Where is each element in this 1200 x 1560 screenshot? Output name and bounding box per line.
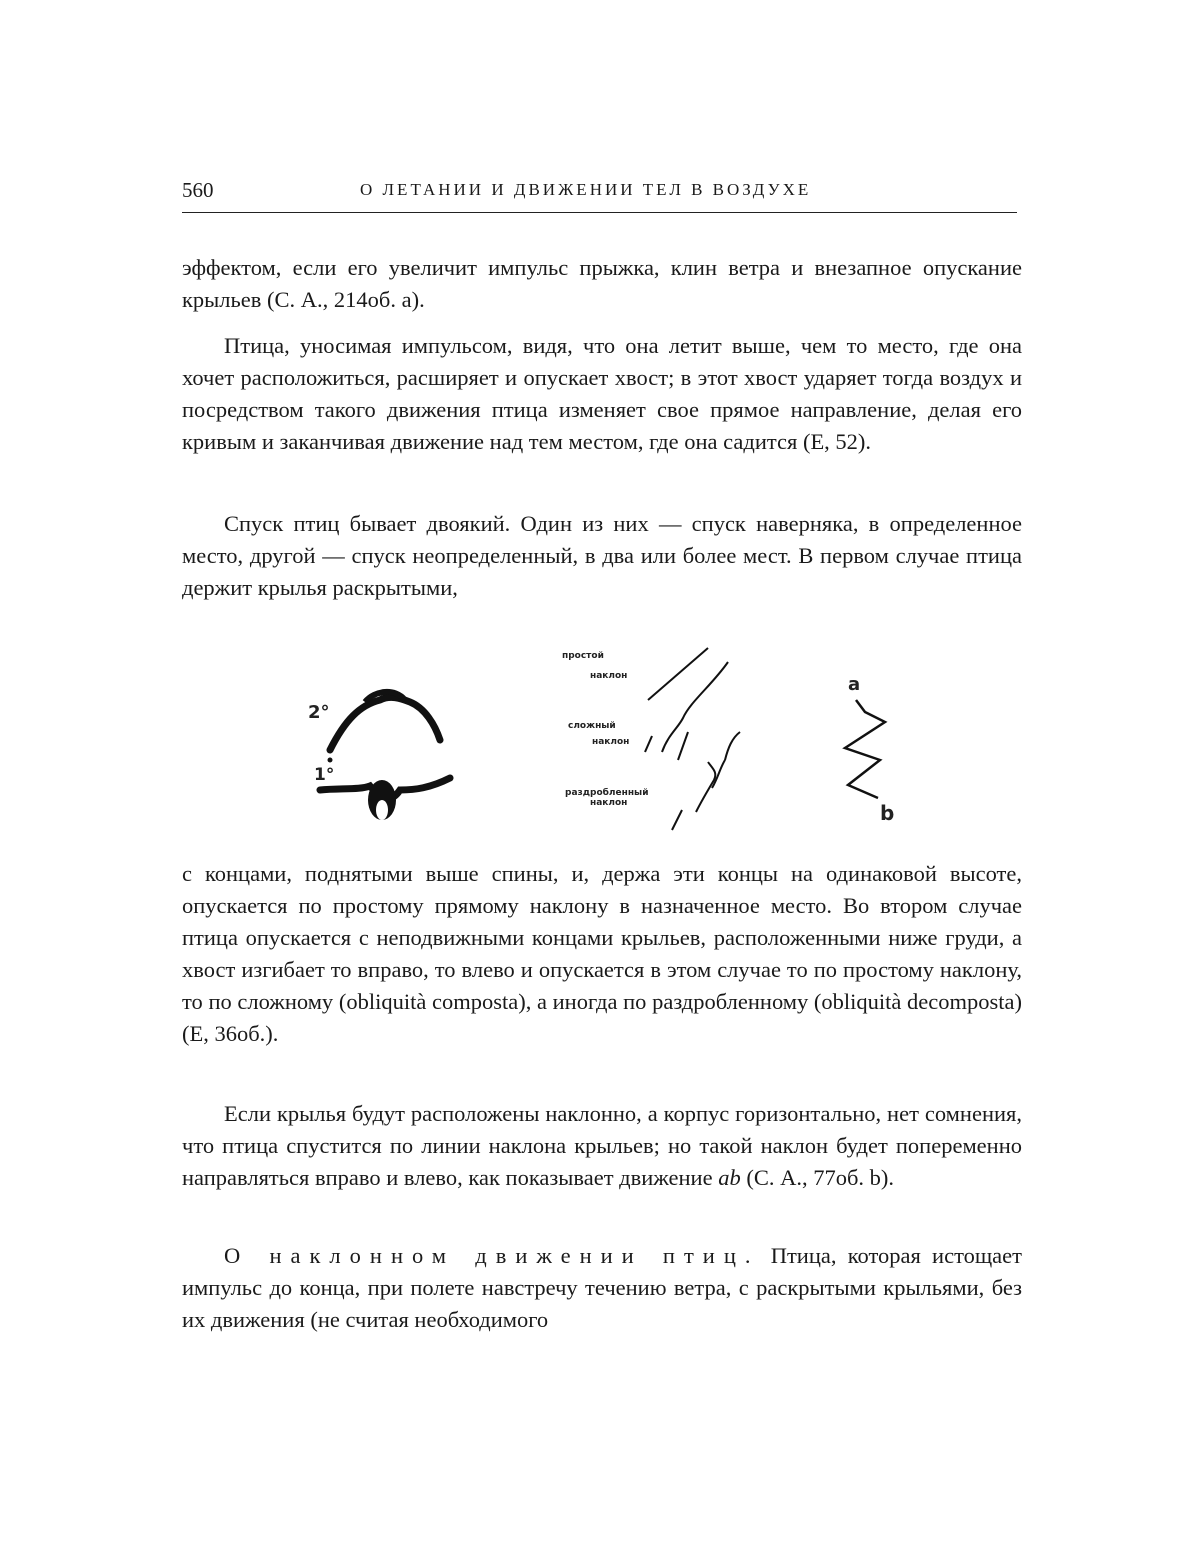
label-2-degree: 2° [308, 702, 330, 723]
zigzag-ab-drawing [845, 674, 894, 825]
paragraph-3: Спуск птиц бывает двоякий. Один из них — спуск наверняка, в определенное место, другой — спуск неопределенный, в два или более мест. В первом случае птица держит крылья раскрытыми, [182, 511, 1022, 600]
section-heading-oblique-motion: О наклонном движении птиц. [224, 1243, 760, 1268]
paragraph-5-text-a: Если крылья будут расположены наклонно, а корпус горизонтально, нет сомнения, что птица спустится по линии наклона крыльев; но такой наклон будет попеременно направляться вправо и влево, как показывает движение [182, 1101, 1022, 1190]
paragraph-4: с концами, поднятыми выше спины, и, держа эти концы на одинаковой высоте, опускается по простому прямому наклону в назначенное место. Во втором случае птица опускается с неподвижными концами крыльев, расположенными ниже груди, а хвост изгибает то вправо, то влево и опускается в этом случае то по простому наклону, то по сложному (obliquità composta), а иногда по раздробленному (obliquità decomposta) (Е, 36об.). [182, 861, 1022, 1046]
label-1-degree: 1° [314, 765, 335, 785]
paragraph-1: эффектом, если его увеличит импульс прыжка, клин ветра и внезапное опускание крыльев (С. А., 214об. а). [182, 255, 1022, 312]
paragraph-6 [182, 1240, 1022, 1336]
paragraph-5-ab: ab [718, 1165, 741, 1190]
header-rule [182, 212, 1017, 213]
page-header [182, 178, 1017, 208]
label-fragmented-2: наклон [590, 798, 628, 808]
label-simple-2: наклон [590, 671, 628, 681]
page-number: 560 [182, 178, 214, 202]
label-simple-1: простой [562, 651, 604, 661]
label-fragmented-1: раздробленный [565, 788, 649, 798]
running-title: О ЛЕТАНИИ И ДВИЖЕНИИ ТЕЛ В ВОЗДУХЕ [360, 180, 812, 199]
figure-bird-descent [300, 640, 920, 840]
figure-drawing [300, 640, 920, 840]
slopes-drawing [562, 648, 740, 830]
label-complex-2: наклон [592, 737, 630, 747]
bird-wings-drawing [308, 692, 450, 820]
label-complex-1: сложный [568, 721, 616, 731]
paragraph-6-body: Птица, которая истощает импульс до конца, при полете навстречу течению ветра, с раскрытыми крыльями, без их движения (не считая необходимого [182, 1243, 1022, 1332]
label-a: a [848, 674, 861, 695]
paragraph-5-text-b: (С. А., 77об. b). [740, 1165, 895, 1190]
paragraph-2: Птица, уносимая импульсом, видя, что она летит выше, чем то место, где она хочет расположиться, расширяет и опускает хвост; в этот хвост ударяет тогда воздух и посредством такого движения птица изменяет свое прямое направление, делая его кривым и заканчивая движение над тем местом, где она садится (Е, 52). [182, 333, 1022, 454]
paragraph-5 [182, 1098, 1022, 1194]
label-b: b [880, 801, 895, 825]
